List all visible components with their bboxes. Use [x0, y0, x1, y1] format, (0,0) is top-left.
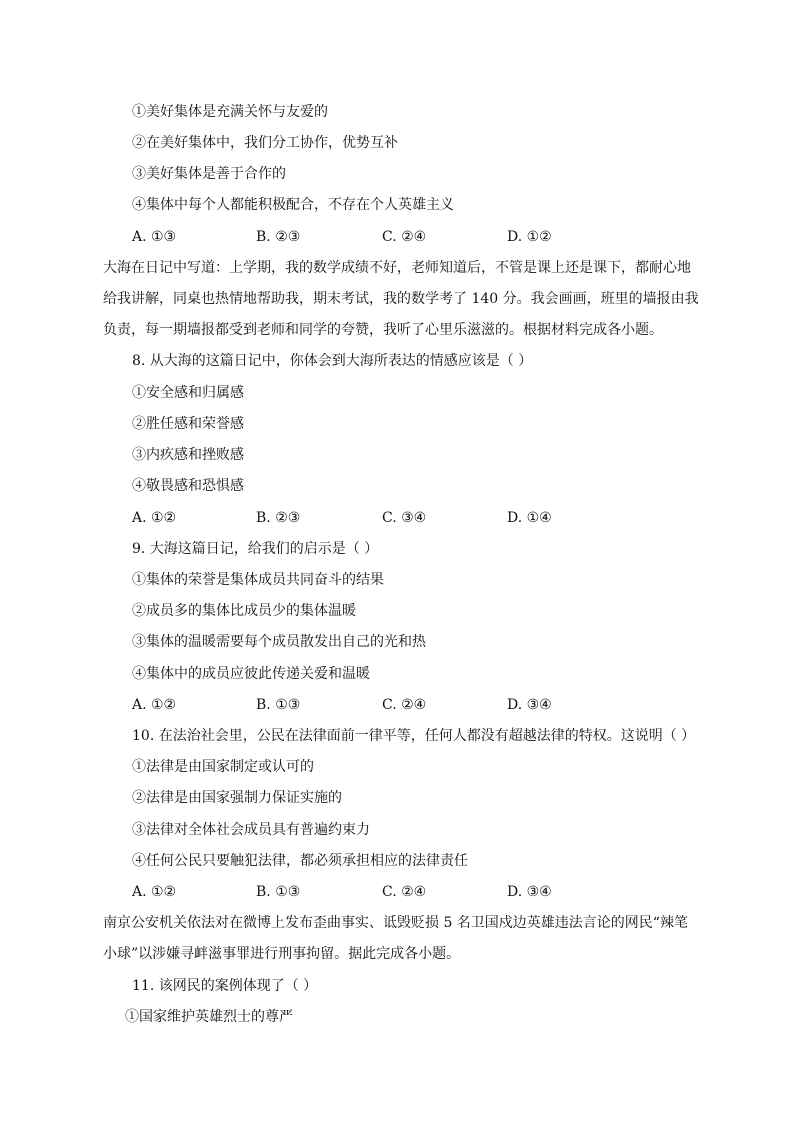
statement-4: ④敬畏感和恐惧感 [132, 478, 244, 494]
statement-4: ④任何公民只要触犯法律，都必须承担相应的法律责任 [132, 853, 468, 869]
statement-1: ①美好集体是充满关怀与友爱的 [132, 104, 328, 120]
statement-3: ③内疚感和挫败感 [132, 447, 244, 463]
statement-3: ③美好集体是善于合作的 [132, 166, 286, 182]
option-c: C. ②④ [382, 884, 427, 900]
question-9: 9. 大海这篇日记，给我们的启示是（ ） [132, 541, 379, 557]
material-paragraph-line: 负责，每一期墙报都受到老师和同学的夸赞，我听了心里乐滋滋的。根据材料完成各小题。 [103, 322, 663, 338]
statement-3: ③集体的温暖需要每个成员散发出自己的光和热 [132, 634, 426, 650]
option-a: A. ①③ [132, 229, 177, 245]
option-b: B. ①③ [256, 697, 301, 713]
option-a: A. ①② [132, 884, 177, 900]
option-d: D. ①④ [507, 510, 552, 526]
option-c: C. ③④ [382, 510, 427, 526]
option-b: B. ②③ [256, 229, 301, 245]
option-b: B. ②③ [256, 510, 301, 526]
answer-options-q9 [132, 696, 632, 714]
material-paragraph-line: 大海在日记中写道：上学期，我的数学成绩不好，老师知道后，不管是课上还是课下，都耐心地 [103, 260, 691, 276]
statement-2: ②法律是由国家强制力保证实施的 [132, 790, 342, 806]
statement-3: ③法律对全体社会成员具有普遍约束力 [132, 822, 370, 838]
statement-4: ④集体中每个人都能积极配合，不存在个人英雄主义 [132, 197, 454, 213]
option-a: A. ①② [132, 510, 177, 526]
statement-1: ①安全感和归属感 [132, 385, 244, 401]
material-paragraph-line: 给我讲解，同桌也热情地帮助我，期末考试，我的数学考了 140 分。我会画画，班里的墙报由我 [103, 291, 699, 307]
question-11: 11. 该网民的案例体现了（ ） [132, 978, 318, 994]
question-10: 10. 在法治社会里，公民在法律面前一律平等，任何人都没有超越法律的特权。这说明（ ） [132, 728, 696, 744]
material-paragraph-line: 小球”以涉嫌寻衅滋事罪进行刑事拘留。据此完成各小题。 [103, 946, 461, 962]
statement-4: ④集体中的成员应彼此传递关爱和温暖 [132, 666, 370, 682]
option-d: D. ③④ [507, 697, 552, 713]
option-d: D. ③④ [507, 884, 552, 900]
option-c: C. ②④ [382, 697, 427, 713]
answer-options-q8 [132, 509, 632, 527]
statement-2: ②在美好集体中，我们分工协作，优势互补 [132, 135, 398, 151]
answer-options-q7 [132, 228, 632, 246]
statement-1: ①国家维护英雄烈士的尊严 [125, 1009, 293, 1025]
material-paragraph-line: 南京公安机关依法对在微博上发布歪曲事实、诋毁贬损 5 名卫国戍边英雄违法言论的网民“辣笔 [103, 915, 688, 931]
option-d: D. ①② [507, 229, 552, 245]
question-8: 8. 从大海的这篇日记中，你体会到大海所表达的情感应该是（ ） [132, 353, 533, 369]
statement-2: ②成员多的集体比成员少的集体温暖 [132, 603, 356, 619]
option-a: A. ①② [132, 697, 177, 713]
option-b: B. ①③ [256, 884, 301, 900]
answer-options-q10 [132, 883, 632, 901]
statement-1: ①集体的荣誉是集体成员共同奋斗的结果 [132, 572, 384, 588]
option-c: C. ②④ [382, 229, 427, 245]
statement-1: ①法律是由国家制定或认可的 [132, 759, 314, 775]
statement-2: ②胜任感和荣誉感 [132, 416, 244, 432]
